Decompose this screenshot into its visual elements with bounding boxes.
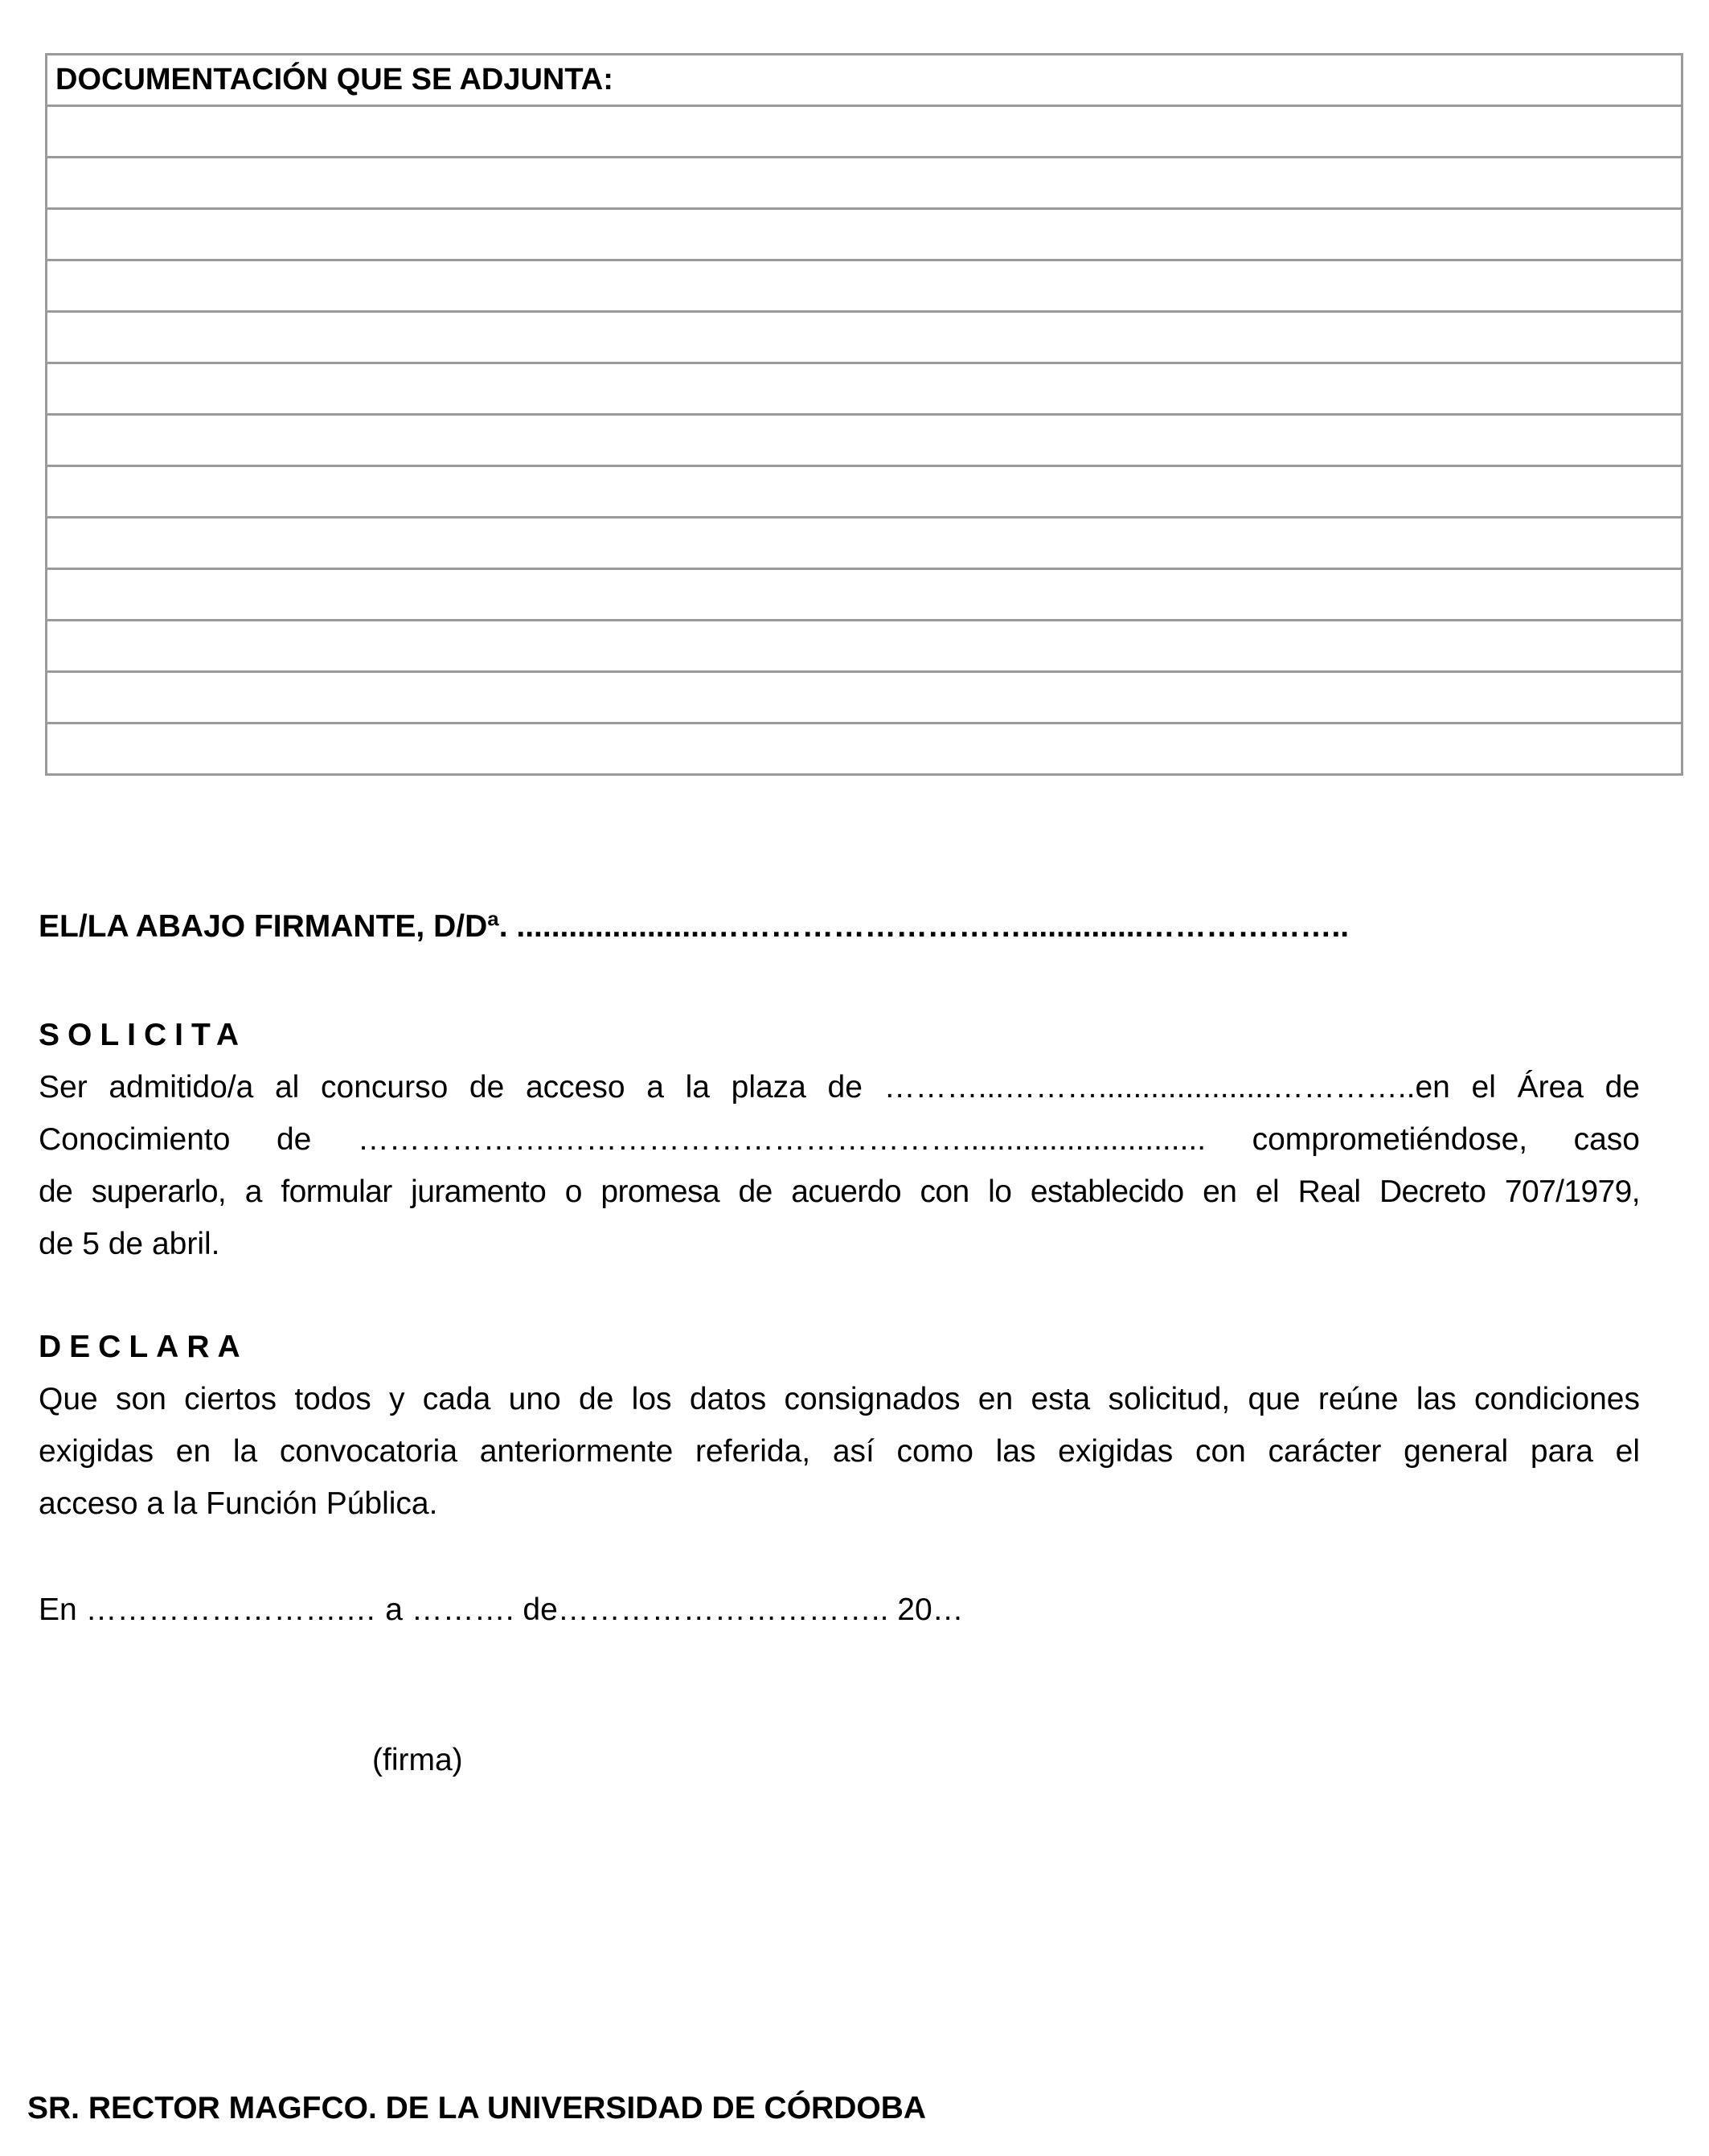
declara-line-1: Que son ciertos todos y cada uno de los datos consignados en esta solicitud, que reúne las condiciones	[39, 1382, 1640, 1416]
table-row	[47, 569, 1682, 621]
table-row	[47, 415, 1682, 466]
document-entry-cell[interactable]	[47, 363, 1682, 415]
signer-line[interactable]: EL/LA ABAJO FIRMANTE, D/Dª. ......................…………………………..............………………..	[39, 909, 1350, 944]
table-row	[47, 672, 1682, 723]
table-row	[47, 106, 1682, 158]
date-place-line[interactable]: En …………………….… a ………. de………………………….. 20…	[39, 1592, 964, 1627]
document-entry-cell[interactable]	[47, 209, 1682, 260]
table-header-row	[47, 55, 1682, 106]
document-entry-cell[interactable]	[47, 569, 1682, 621]
table-row	[47, 363, 1682, 415]
document-entry-cell[interactable]	[47, 621, 1682, 672]
table-row	[47, 466, 1682, 518]
document-entry-cell[interactable]	[47, 260, 1682, 312]
document-entry-cell[interactable]	[47, 312, 1682, 363]
signature-label: (firma)	[372, 1743, 463, 1777]
solicita-line-4: de 5 de abril.	[39, 1227, 220, 1261]
table-row	[47, 312, 1682, 363]
document-entry-cell[interactable]	[47, 415, 1682, 466]
declara-line-3: acceso a la Función Pública.	[39, 1486, 438, 1521]
solicita-line-3: de superarlo, a formular juramento o promesa de acuerdo con lo establecido en el Real Decreto 707/1979,	[39, 1174, 1640, 1209]
solicita-heading: SOLICITA	[39, 1018, 248, 1052]
table-header: DOCUMENTACIÓN QUE SE ADJUNTA:	[47, 55, 1682, 106]
solicita-line-1: Ser admitido/a al concurso de acceso a la plaza de ………...………....................…………..en el Área de	[39, 1070, 1640, 1105]
table-row	[47, 621, 1682, 672]
table-row	[47, 723, 1682, 775]
document-entry-cell[interactable]	[47, 158, 1682, 209]
document-entry-cell[interactable]	[47, 106, 1682, 158]
document-entry-cell[interactable]	[47, 723, 1682, 775]
document-entry-cell[interactable]	[47, 466, 1682, 518]
addressee: SR. RECTOR MAGFCO. DE LA UNIVERSIDAD DE CÓRDOBA	[27, 2091, 927, 2125]
table-row	[47, 518, 1682, 569]
document-entry-cell[interactable]	[47, 518, 1682, 569]
solicita-line-2: Conocimiento de ……………….…………………………………............................ comprometiéndose, caso	[39, 1122, 1640, 1157]
declara-heading: DECLARA	[39, 1330, 248, 1364]
document-entry-cell[interactable]	[47, 672, 1682, 723]
declara-line-2: exigidas en la convocatoria anteriormente referida, así como las exigidas con carácter general para el	[39, 1434, 1640, 1469]
attached-documentation-table	[45, 53, 1683, 776]
table-row	[47, 209, 1682, 260]
table-row	[47, 260, 1682, 312]
table-row	[47, 158, 1682, 209]
